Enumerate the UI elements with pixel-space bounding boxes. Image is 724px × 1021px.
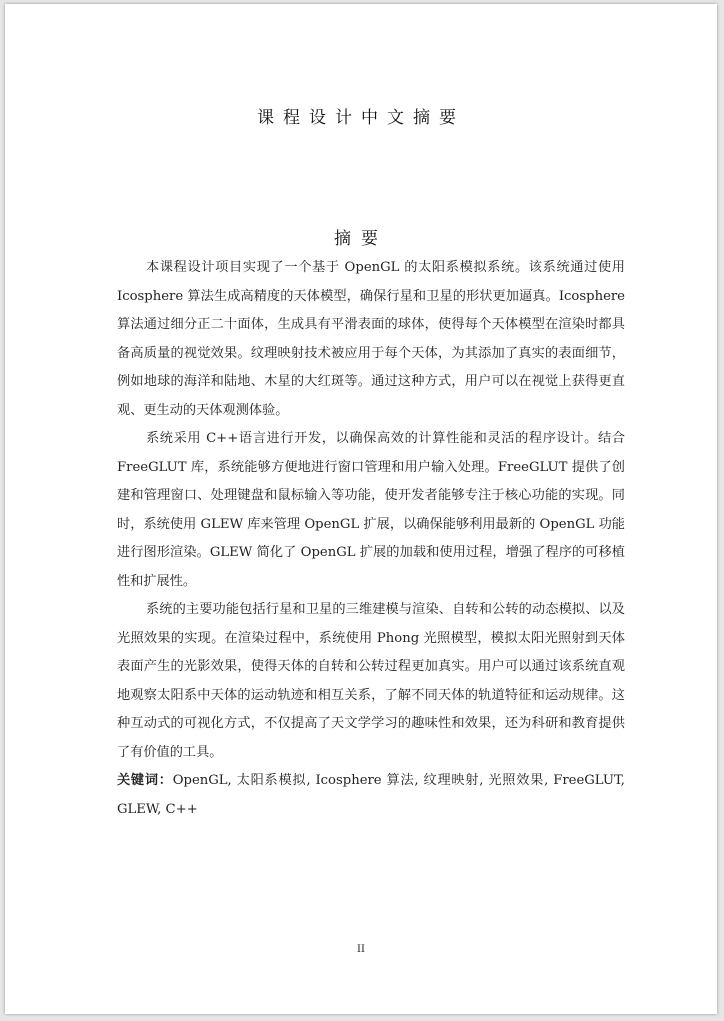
abstract-paragraph-1: 本课程设计项目实现了一个基于 OpenGL 的太阳系模拟系统。该系统通过使用 Icosphere 算法生成高精度的天体模型，确保行星和卫星的形状更加逼真。Icosphere 算法通过细分正二十面体，生成具有平滑表面的球体，使得每个天体模型在渲染时都具备高质量的视觉效果。纹理映射技术被应用于每个天体，为其添加了真实的表面细节，例如地球的海洋和陆地、木星的大红斑等。通过这种方式，用户可以在视觉上获得更直观、更生动的天体观测体验。 bbox=[117, 260, 625, 418]
abstract-heading: 摘要 bbox=[334, 229, 388, 249]
document-page bbox=[5, 4, 717, 1014]
page-number: II bbox=[357, 944, 365, 955]
abstract-paragraph-3: 系统的主要功能包括行星和卫星的三维建模与渲染、自转和公转的动态模拟、以及光照效果的实现。在渲染过程中，系统使用 Phong 光照模型，模拟太阳光照射到天体表面产生的光影效果，使得天体的自转和公转过程更加真实。用户可以通过该系统直观地观察太阳系中天体的运动轨迹和相互关系，了解不同天体的轨道特征和运动规律。这种互动式的可视化方式，不仅提高了天文学学习的趣味性和效果，还为科研和教育提供了有价值的工具。 bbox=[117, 602, 625, 760]
keywords-text: OpenGL, 太阳系模拟, Icosphere 算法, 纹理映射, 光照效果, FreeGLUT, GLEW, C++ bbox=[117, 773, 625, 817]
abstract-body bbox=[117, 254, 625, 824]
abstract-paragraph-2: 系统采用 C++语言进行开发，以确保高效的计算性能和灵活的程序设计。结合 FreeGLUT 库，系统能够方便地进行窗口管理和用户输入处理。FreeGLUT 提供了创建和管理窗口、处理键盘和鼠标输入等功能，使开发者能够专注于核心功能的实现。同时，系统使用 GLEW 库来管理 OpenGL 扩展，以确保能够利用最新的 OpenGL 功能进行图形渲染。GLEW 简化了 OpenGL 扩展的加载和使用过程，增强了程序的可移植性和扩展性。 bbox=[117, 431, 625, 589]
keywords-line bbox=[117, 767, 625, 824]
page-title: 课程设计中文摘要 bbox=[257, 108, 465, 128]
keywords-label: 关键词： bbox=[117, 773, 173, 788]
